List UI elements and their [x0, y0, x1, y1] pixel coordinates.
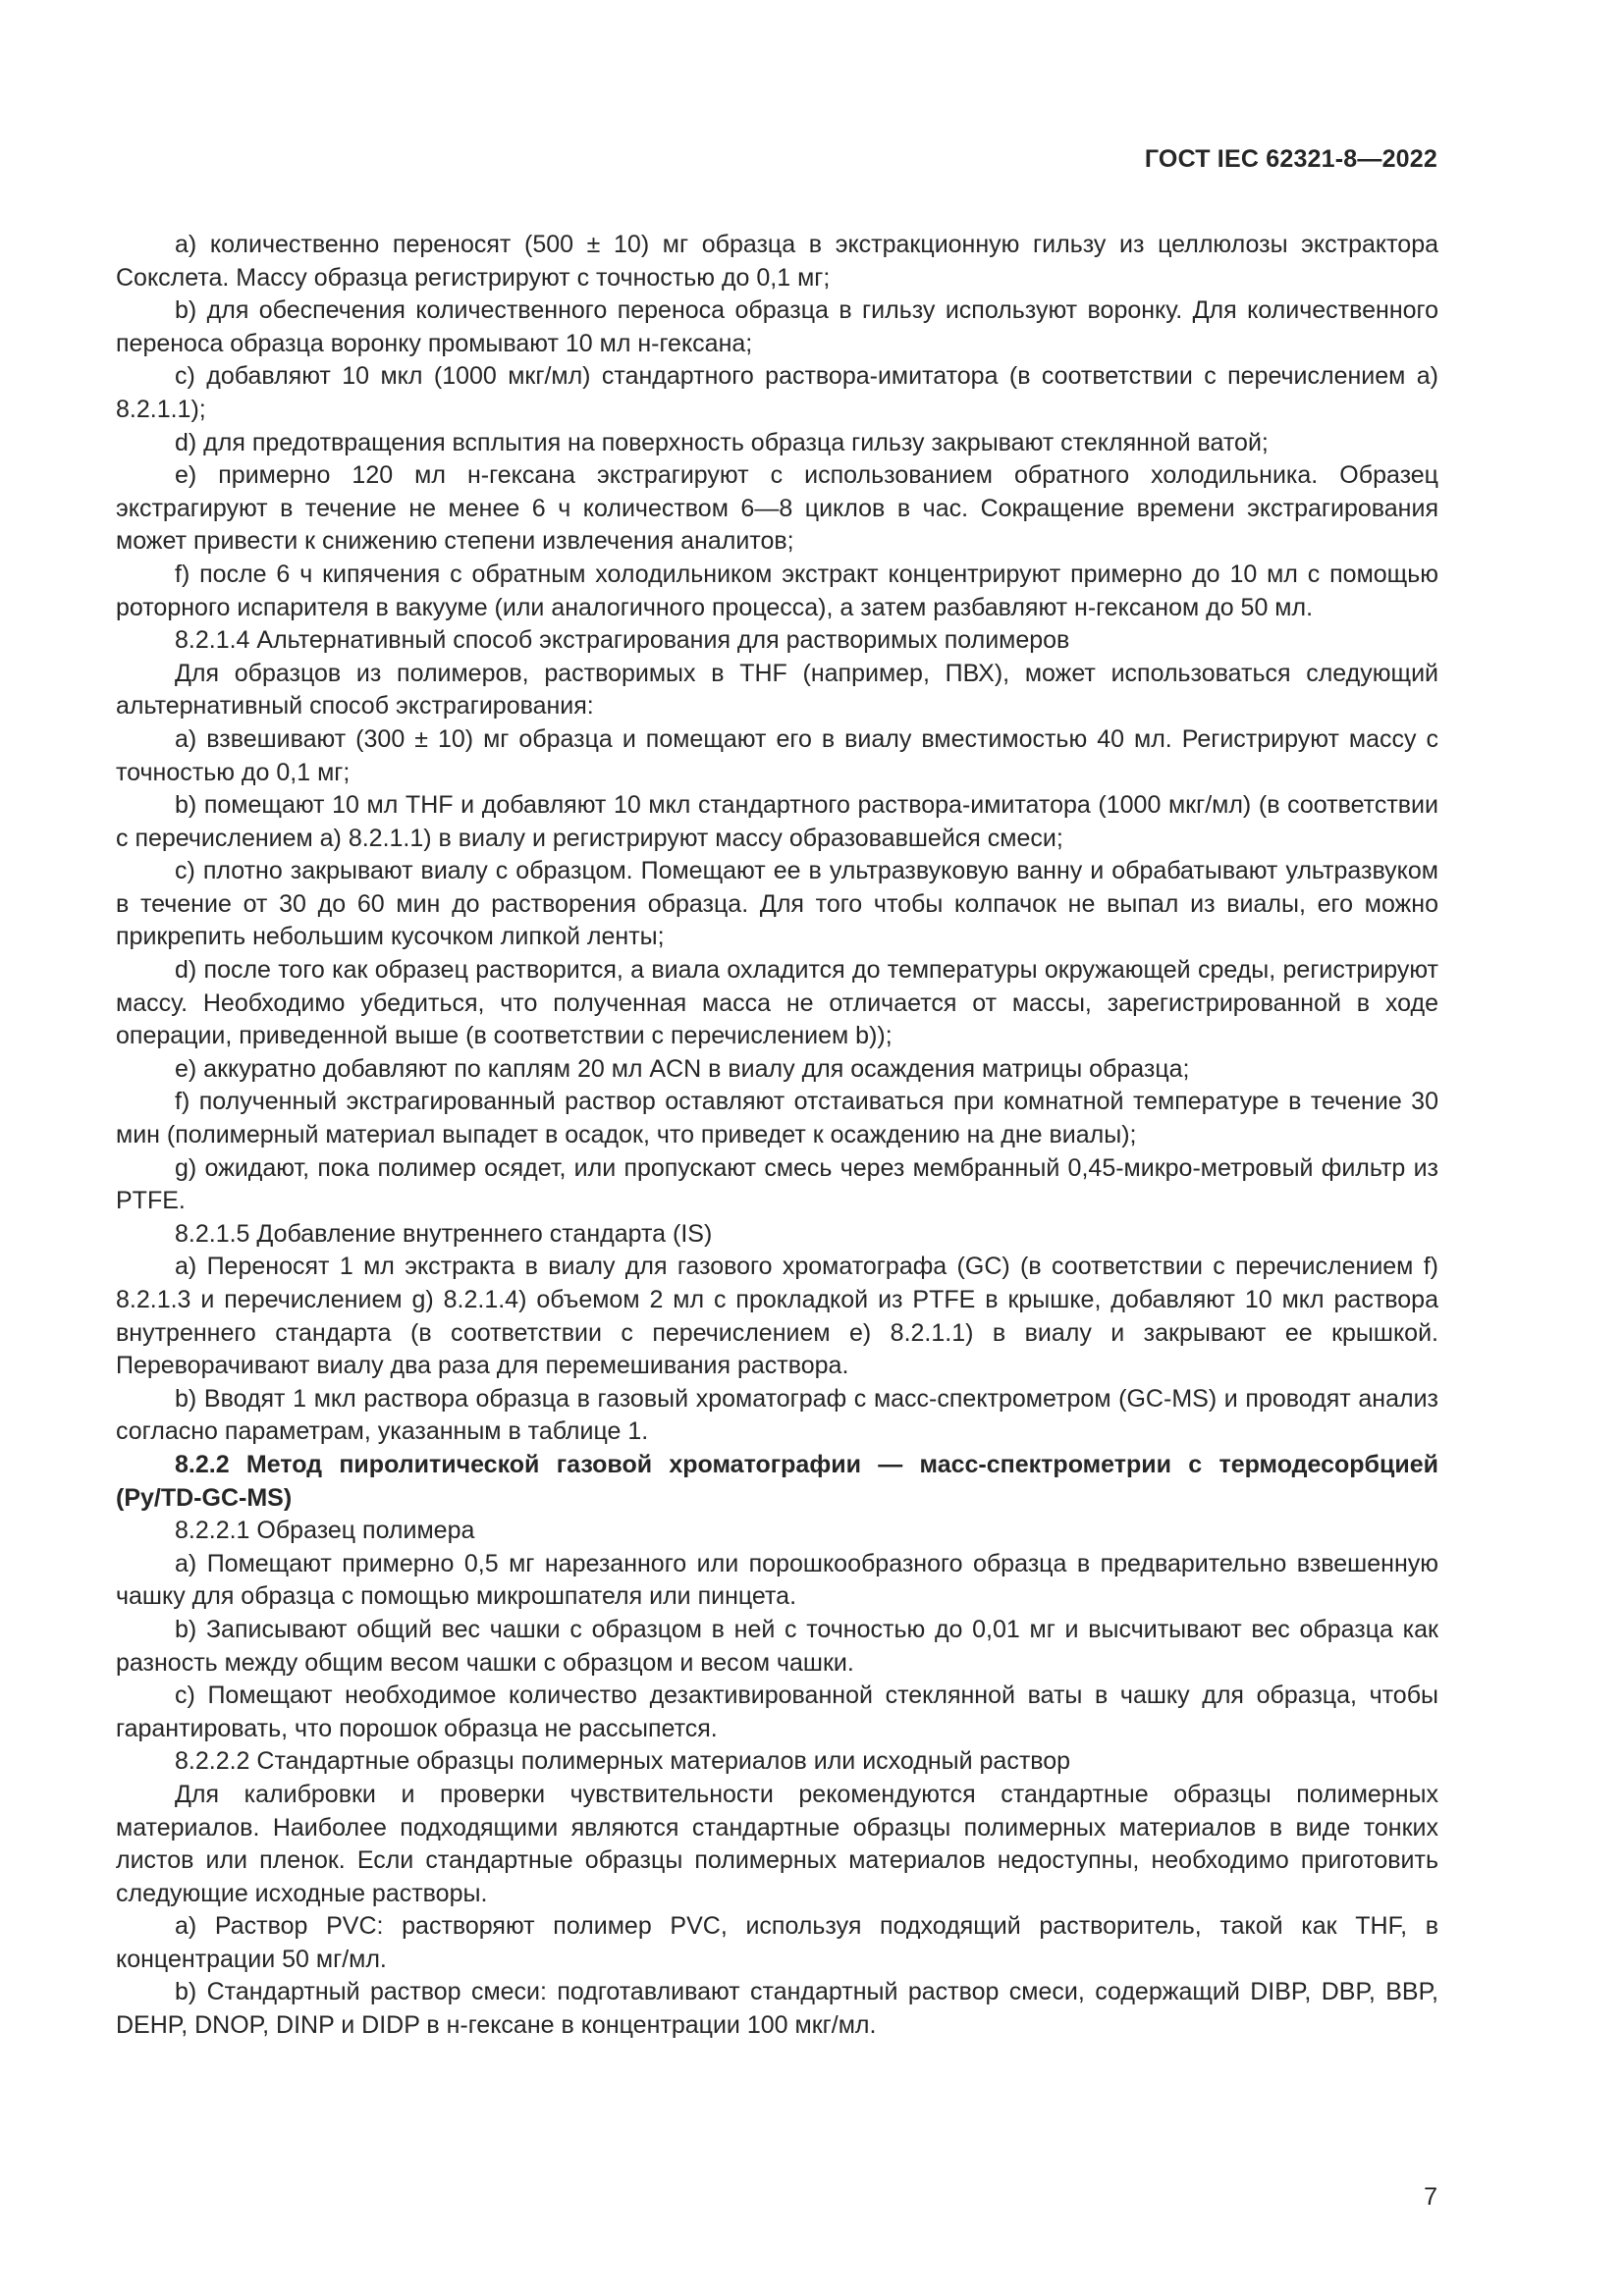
paragraph: c) добавляют 10 мкл (1000 мкг/мл) стандартного раствора-имитатора (в соответствии с перечислением a) 8.2.1.1);: [116, 362, 1438, 423]
paragraph: c) плотно закрывают виалу с образцом. Помещают ее в ультразвуковую ванну и обрабатывают ультразвуком в течение от 30 до 60 мин до растворения образца. Для того чтобы колпачок не выпал из виалы, его можно прикрепить небольшим кусочком липкой ленты;: [116, 857, 1438, 951]
paragraph: a) Переносят 1 мл экстракта в виалу для газового хроматографа (GC) (в соответствии с перечислением f) 8.2.1.3 и перечислением g) 8.2.1.4) объемом 2 мл с прокладкой из PTFE в крышке, добавляют 10 мкл раствора внутреннего стандарта (в соответствии с перечислением e) 8.2.1.1) в виалу и закрывают ее крышкой. Переворачивают виалу два раза для перемешивания раствора.: [116, 1253, 1438, 1380]
paragraph: Для калибровки и проверки чувствительности рекомендуются стандартные образцы полимерных материалов. Наиболее подходящими являются стандартные образцы полимерных материалов в виде тонких листов или пленок. Если стандартные образцы полимерных материалов недоступны, необходимо приготовить следующие исходные растворы.: [116, 1780, 1438, 1907]
paragraph: e) примерно 120 мл н-гексана экстрагируют с использованием обратного холодильника. Образец экстрагируют в течение не менее 6 ч количеством 6—8 циклов в час. Сокращение времени экстрагирования может привести к снижению степени извлечения аналитов;: [116, 461, 1438, 556]
paragraph: e) аккуратно добавляют по каплям 20 мл ACN в виалу для осаждения матрицы образца;: [175, 1054, 1190, 1083]
paragraph: c) Помещают необходимое количество дезактивированной стеклянной ваты в чашку для образца, чтобы гарантировать, что порошок образца не рассыпется.: [116, 1682, 1438, 1742]
paragraph: b) Записывают общий вес чашки с образцом в ней с точностью до 0,01 мг и высчитывают вес образца как разность между общим весом чашки с образцом и весом чашки.: [116, 1615, 1438, 1677]
paragraph: a) Раствор PVC: растворяют полимер PVC, используя подходящий растворитель, такой как THF, в концентрации 50 мг/мл.: [116, 1912, 1438, 1973]
paragraph: d) после того как образец растворится, а виала охладится до температуры окружающей среды, регистрируют массу. Необходимо убедиться, что полученная масса не отличается от массы, зарегистрированной в ходе операции, приведенной выше (в соответствии с перечислением b));: [116, 956, 1438, 1050]
subsection-heading: 8.2.1.5 Добавление внутреннего стандарта (IS): [175, 1219, 713, 1248]
paragraph: a) Помещают примерно 0,5 мг нарезанного или порошкообразного образца в предварительно взвешенную чашку для образца с помощью микрошпателя или пинцета.: [116, 1549, 1438, 1611]
paragraph: d) для предотвращения всплытия на поверхность образца гильзу закрывают стеклянной ватой;: [175, 428, 1269, 456]
document-body: [116, 229, 1438, 2043]
paragraph: a) количественно переносят (500 ± 10) мг образца в экстракционную гильзу из целлюлозы экстрактора Сокслета. Массу образца регистрируют с точностью до 0,1 мг;: [116, 231, 1438, 292]
paragraph: b) помещают 10 мл THF и добавляют 10 мкл стандартного раствора-имитатора (1000 мкг/мл) (в соответствии с перечислением a) 8.2.1.1) в виалу и регистрируют массу образовавшейся смеси;: [116, 791, 1438, 852]
paragraph: a) взвешивают (300 ± 10) мг образца и помещают его в виалу вместимостью 40 мл. Регистрируют массу с точностью до 0,1 мг;: [116, 724, 1438, 786]
paragraph: b) Вводят 1 мкл раствора образца в газовый хроматограф с масс-спектрометром (GC-MS) и проводят анализ согласно параметрам, указанным в таблице 1.: [116, 1384, 1438, 1446]
page-number: 7: [1424, 2183, 1437, 2211]
subsection-heading: 8.2.1.4 Альтернативный способ экстрагирования для растворимых полимеров: [175, 626, 1070, 655]
paragraph: b) для обеспечения количественного переноса образца в гильзу используют воронку. Для количественного переноса образца воронку промывают 10 мл н-гексана;: [116, 296, 1438, 357]
paragraph: Для образцов из полимеров, растворимых в THF (например, ПВХ), может использоваться следующий альтернативный способ экстрагирования:: [116, 659, 1438, 721]
subsection-heading: 8.2.2.1 Образец полимера: [175, 1517, 475, 1545]
paragraph: f) полученный экстрагированный раствор оставляют отстаиваться при комнатной температуре в течение 30 мин (полимерный материал выпадет в осадок, что приведет к осаждению на дне виалы);: [116, 1088, 1438, 1149]
paragraph: f) после 6 ч кипячения с обратным холодильником экстракт концентрируют примерно до 10 мл с помощью роторного испарителя в вакууме (или аналогичного процесса), а затем разбавляют н-гексаном до 50 мл.: [116, 560, 1438, 621]
section-heading: 8.2.2 Метод пиролитической газовой хроматографии — масс-спектрометрии с термодесорбцией (Py/TD-GC-MS): [116, 1450, 1438, 1512]
paragraph: b) Стандартный раствор смеси: подготавливают стандартный раствор смеси, содержащий DIBP, DBP, BBP, DEHP, DNOP, DINP и DIDP в н-гексане в концентрации 100 мкг/мл.: [116, 1978, 1438, 2040]
paragraph: g) ожидают, пока полимер осядет, или пропускают смесь через мембранный 0,45-микро-метровый фильтр из PTFE.: [116, 1153, 1438, 1215]
subsection-heading: 8.2.2.2 Стандартные образцы полимерных материалов или исходный раствор: [175, 1747, 1071, 1776]
document-header: ГОСТ IEC 62321-8—2022: [1144, 145, 1437, 173]
